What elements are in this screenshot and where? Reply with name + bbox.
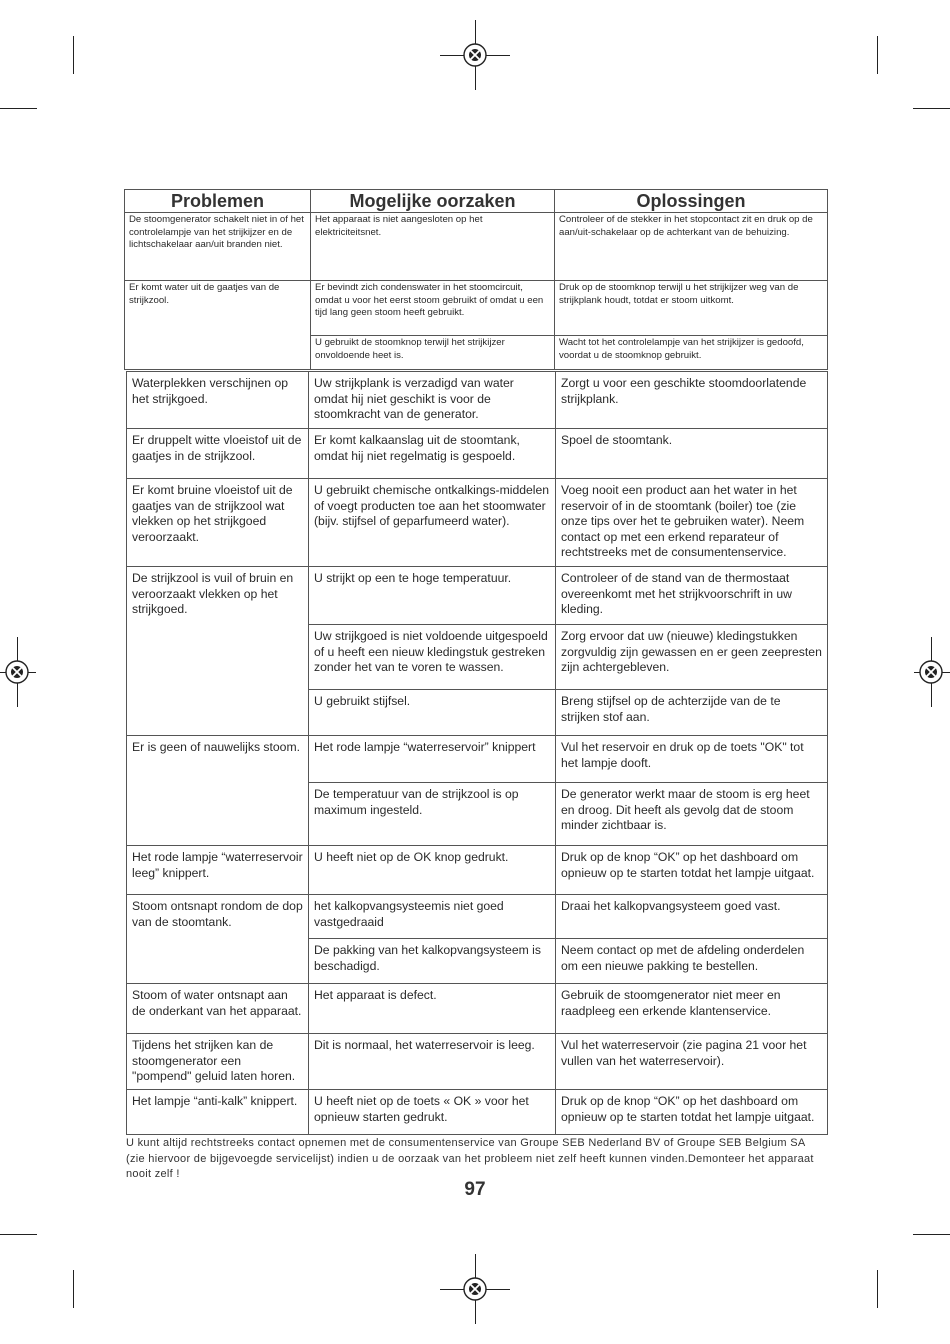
solution-cell: Controleer of de stekker in het stopcontact zit en druk op de aan/uit-schakelaar op de achterkant van de behuizing.	[555, 213, 828, 281]
crop-mark	[0, 108, 37, 109]
problem-cell: Er komt bruine vloeistof uit de gaatjes van de strijkzool wat vlekken op het strijkgoed veroorzaakt.	[127, 479, 309, 567]
problem-cell: Het lampje “anti-kalk” knippert.	[127, 1090, 309, 1135]
header-solutions: Oplossingen	[555, 190, 828, 213]
cause-cell: Uw strijkgoed is niet voldoende uitgespoeld of u heeft een nieuw kledingstuk gestreken zonder het van te voren te wassen.	[309, 625, 556, 690]
table-row	[127, 736, 828, 783]
problem-cell: Er is geen of nauwelijks stoom.	[127, 736, 309, 846]
table-row	[127, 567, 828, 625]
solution-cell: Vul het waterreservoir (zie pagina 21 voor het vullen van het waterreservoir).	[556, 1034, 828, 1090]
table-row	[127, 895, 828, 939]
registration-mark-icon	[462, 42, 488, 68]
table-row	[125, 281, 828, 336]
table-row	[127, 372, 828, 429]
cause-cell: U gebruikt chemische ontkalkings-middelen of voegt producten toe aan het stoomwater (bijv. stijfsel of geparfumeerd water).	[309, 479, 556, 567]
page-number: 97	[464, 1179, 486, 1200]
cause-cell: Er bevindt zich condenswater in het stoomcircuit, omdat u voor het eerst stoom gebruikt of omdat u een tijd lang geen stoom heeft gebruikt.	[311, 281, 555, 336]
solution-cell: Controleer of de stand van de thermostaat overeenkomt met het strijkvoorschrift in uw kleding.	[556, 567, 828, 625]
problem-cell: Waterplekken verschijnen op het strijkgoed.	[127, 372, 309, 429]
solution-cell: Vul het reservoir en druk op de toets "OK" tot het lampje dooft.	[556, 736, 828, 783]
crop-mark	[877, 36, 878, 74]
problem-cell: Tijdens het strijken kan de stoomgenerator een "pompend" geluid laten horen.	[127, 1034, 309, 1090]
solution-cell: Zorg ervoor dat uw (nieuwe) kledingstukken zorgvuldig zijn gewassen en er geen zeepresten zijn achtergebleven.	[556, 625, 828, 690]
registration-mark-icon	[4, 659, 30, 685]
problem-cell: Er komt water uit de gaatjes van de strijkzool.	[125, 281, 311, 370]
solution-cell: Spoel de stoomtank.	[556, 429, 828, 479]
table-row	[127, 846, 828, 895]
problem-cell: Er druppelt witte vloeistof uit de gaatjes in de strijkzool.	[127, 429, 309, 479]
table-row	[127, 1034, 828, 1090]
problem-cell: De strijkzool is vuil of bruin en veroorzaakt vlekken op het strijkgoed.	[127, 567, 309, 736]
cause-cell: Uw strijkplank is verzadigd van water omdat hij niet geschikt is voor de stoomkracht van de generator.	[309, 372, 556, 429]
cause-cell: Het apparaat is niet aangesloten op het elektriciteitsnet.	[311, 213, 555, 281]
cause-cell: Dit is normaal, het waterreservoir is leeg.	[309, 1034, 556, 1090]
cause-cell: Er komt kalkaanslag uit de stoomtank, omdat hij niet regelmatig is gespoeld.	[309, 429, 556, 479]
registration-mark-icon	[462, 1276, 488, 1302]
problem-cell: Stoom of water ontsnapt aan de onderkant van het apparaat.	[127, 984, 309, 1034]
solution-cell: Neem contact op met de afdeling onderdelen om een nieuwe pakking te bestellen.	[556, 939, 828, 984]
solution-cell: Breng stijfsel op de achterzijde van de te strijken stof aan.	[556, 690, 828, 736]
cause-cell: De temperatuur van de strijkzool is op maximum ingesteld.	[309, 783, 556, 846]
solution-cell: Gebruik de stoomgenerator niet meer en raadpleeg een erkende klantenservice.	[556, 984, 828, 1034]
table-row	[127, 429, 828, 479]
table-header-row	[125, 190, 828, 213]
solution-cell: De generator werkt maar de stoom is erg heet en droog. Dit heeft als gevolg dat de stoom minder zichtbaar is.	[556, 783, 828, 846]
problem-cell: Stoom ontsnapt rondom de dop van de stoomtank.	[127, 895, 309, 984]
cause-cell: U heeft niet op de OK knop gedrukt.	[309, 846, 556, 895]
crop-mark	[913, 1234, 950, 1235]
crop-mark	[73, 36, 74, 74]
cause-cell: De pakking van het kalkopvangsysteem is beschadigd.	[309, 939, 556, 984]
troubleshooting-table-main	[126, 371, 828, 1135]
solution-cell: Voeg nooit een product aan het water in het reservoir of in de stoomtank (boiler) toe (zie onze tips over het te gebruiken water). Neem contact op met een erkend reparateur of rechtstreeks met de consumentenservice.	[556, 479, 828, 567]
cause-cell: het kalkopvangsysteemis niet goed vastgedraaid	[309, 895, 556, 939]
cause-cell: U gebruikt stijfsel.	[309, 690, 556, 736]
crop-mark	[877, 1270, 878, 1308]
solution-cell: Druk op de knop “OK” op het dashboard om opnieuw op te starten totdat het lampje uitgaat.	[556, 846, 828, 895]
registration-mark-icon	[918, 659, 944, 685]
cause-cell: U heeft niet op de toets « OK » voor het opnieuw starten gedrukt.	[309, 1090, 556, 1135]
problem-cell: De stoomgenerator schakelt niet in of het controlelampje van het strijkijzer en de lichtschakelaar aan/uit branden niet.	[125, 213, 311, 281]
table-row	[125, 213, 828, 281]
crop-mark	[0, 1234, 37, 1235]
troubleshooting-table-top	[124, 189, 828, 370]
cause-cell: Het apparaat is defect.	[309, 984, 556, 1034]
cause-cell: Het rode lampje “waterreservoir” knippert	[309, 736, 556, 783]
solution-cell: Druk op de knop “OK” op het dashboard om opnieuw op te starten totdat het lampje uitgaat.	[556, 1090, 828, 1135]
header-problems: Problemen	[125, 190, 311, 213]
problem-cell: Het rode lampje “waterreservoir leeg” knippert.	[127, 846, 309, 895]
cause-cell: U strijkt op een te hoge temperatuur.	[309, 567, 556, 625]
solution-cell: Zorgt u voor een geschikte stoomdoorlatende strijkplank.	[556, 372, 828, 429]
solution-cell: Draai het kalkopvangsysteem goed vast.	[556, 895, 828, 939]
crop-mark	[73, 1270, 74, 1308]
footer-note: U kunt altijd rechtstreeks contact opnemen met de consumentenservice van Groupe SEB Nederland BV of Groupe SEB Belgium SA (zie hiervoor de bijgevoegde servicelijst) indien u de oorzaak van het probleem niet zelf heeft kunnen vinden.Demonteer het apparaat nooit zelf !	[126, 1137, 814, 1180]
solution-cell: Druk op de stoomknop terwijl u het strijkijzer weg van de strijkplank houdt, totdat er stoom uitkomt.	[555, 281, 828, 336]
crop-mark	[913, 108, 950, 109]
table-row	[127, 479, 828, 567]
table-row	[127, 1090, 828, 1135]
table-row	[127, 984, 828, 1034]
header-causes: Mogelijke oorzaken	[311, 190, 555, 213]
cause-cell: U gebruikt de stoomknop terwijl het strijkijzer onvoldoende heet is.	[311, 336, 555, 370]
solution-cell: Wacht tot het controlelampje van het strijkijzer is gedoofd, voordat u de stoomknop gebruikt.	[555, 336, 828, 370]
